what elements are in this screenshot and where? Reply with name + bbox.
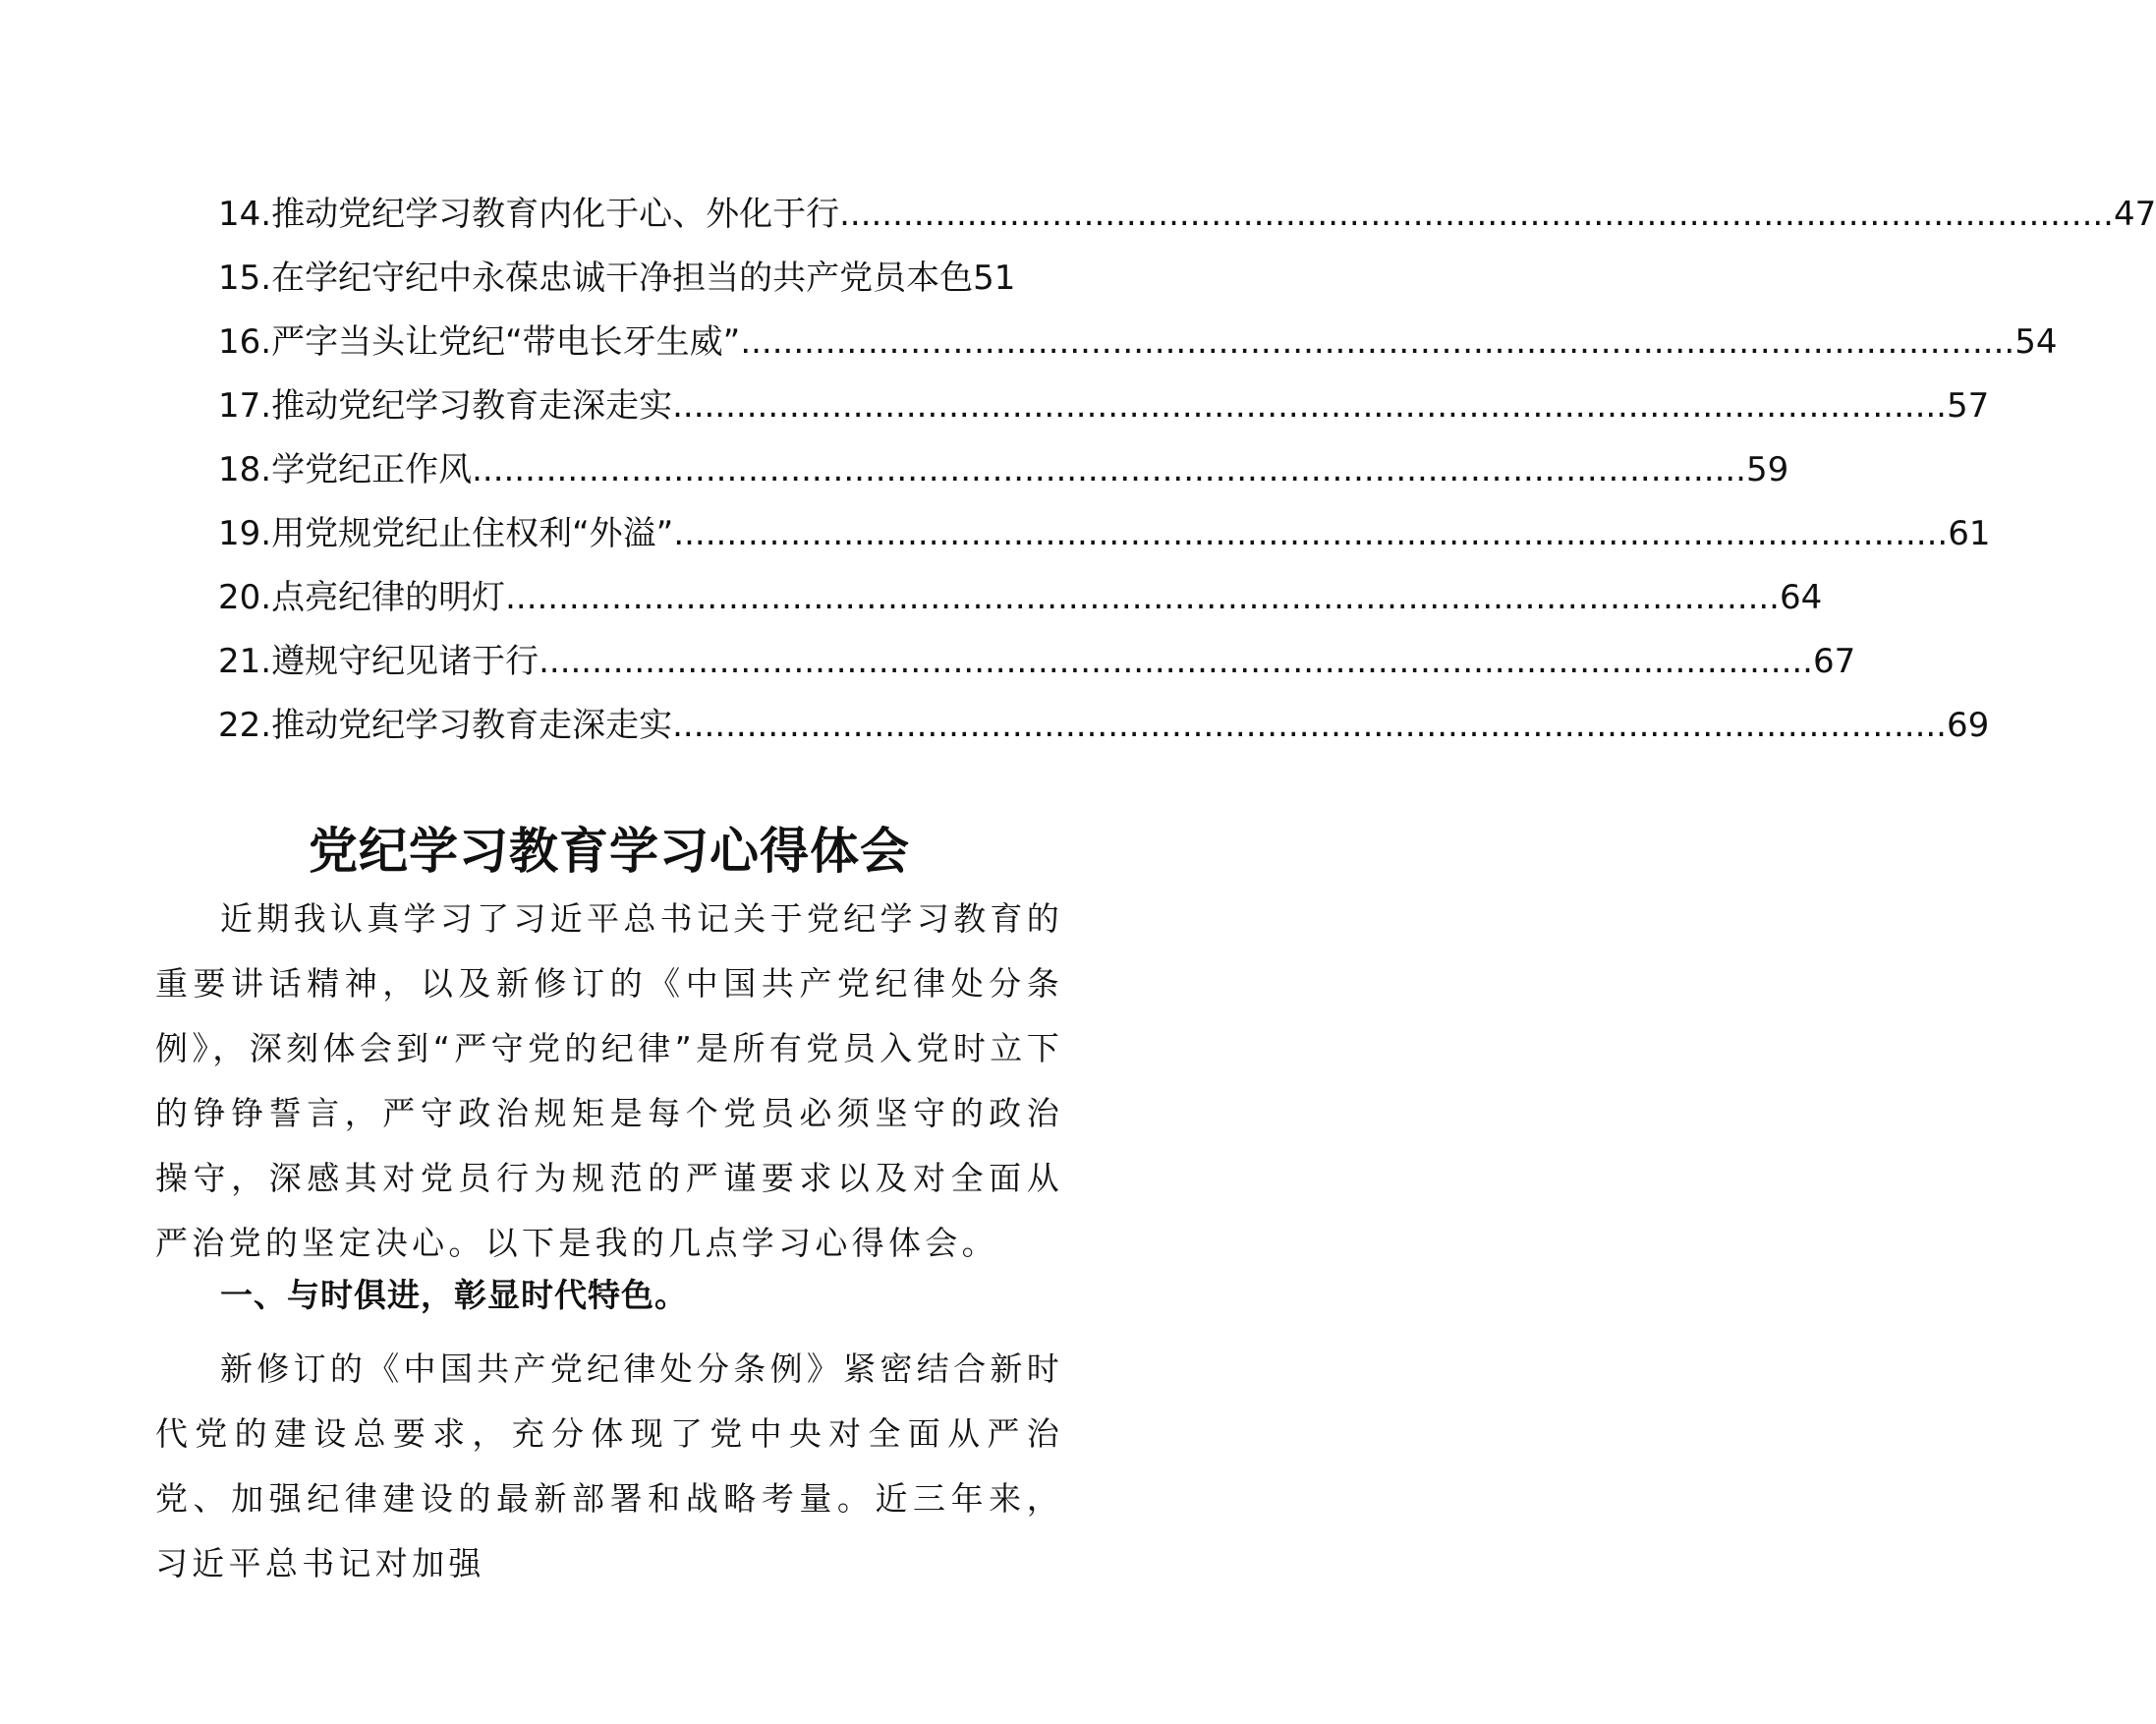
section-heading: 一、与时俱进，彰显时代特色。	[220, 1276, 688, 1314]
toc-entry[interactable]	[218, 506, 1991, 570]
toc-leader-dots: ........................................................................................................................	[505, 578, 1780, 617]
toc-entry-page: 54	[2014, 322, 2058, 362]
toc-entry[interactable]	[218, 634, 1856, 698]
toc-entry-page: 61	[1948, 514, 1991, 553]
toc-entry[interactable]	[218, 378, 1990, 442]
toc-entry-title: 18.学党纪正作风	[218, 450, 473, 489]
toc-leader-dots: ........................................................................................................................	[472, 450, 1746, 489]
table-of-contents	[218, 187, 2156, 762]
toc-entry-page: 51	[973, 259, 1016, 298]
toc-entry-title: 17.推动党纪学习教育走深走实	[218, 386, 673, 426]
toc-entry-page: 59	[1746, 450, 1789, 489]
toc-entry[interactable]	[218, 315, 2058, 378]
toc-entry-title: 21.遵规守纪见诸于行	[218, 642, 539, 681]
toc-leader-dots: ........................................................................................................................	[672, 706, 1947, 745]
toc-entry-title: 14.推动党纪学习教育内化于心、外化于行	[218, 195, 840, 234]
toc-entry[interactable]	[218, 698, 1990, 762]
toc-entry-title: 16.严字当头让党纪“带电长牙生威”	[218, 322, 741, 362]
toc-entry[interactable]	[218, 570, 1823, 634]
toc-entry-page: 64	[1780, 578, 1823, 617]
toc-entry-title: 19.用党规党纪止住权利“外溢”	[218, 514, 674, 553]
toc-leader-dots: ........................................................................................................................	[673, 514, 1949, 553]
toc-leader-dots: ........................................................................................................................	[839, 195, 2114, 234]
toc-entry-page: 69	[1947, 706, 1990, 745]
toc-entry-page: 47	[2114, 195, 2156, 234]
toc-entry-title: 22.推动党纪学习教育走深走实	[218, 706, 673, 745]
toc-entry[interactable]	[218, 442, 1789, 506]
toc-entry-page: 57	[1947, 386, 1990, 426]
toc-leader-dots: ........................................................................................................................	[539, 642, 1813, 681]
toc-leader-dots: ........................................................................................................................	[740, 322, 2015, 362]
essay-title: 党纪学习教育学习心得体会	[309, 822, 910, 880]
toc-entry[interactable]	[218, 251, 1016, 315]
toc-entry-title: 15.在学纪守纪中永葆忠诚干净担当的共产党员本色	[218, 259, 974, 298]
essay-paragraph: 近期我认真学习了习近平总书记关于党纪学习教育的重要讲话精神，以及新修订的《中国共产党纪律处分条例》，深刻体会到“严守党的纪律”是所有党员入党时立下的铮铮誓言，严守政治规矩是每个党员必须坚守的政治操守，深感其对党员行为规范的严谨要求以及对全面从严治党的坚定决心。以下是我的几点学习心得体会。	[155, 899, 1063, 1262]
toc-leader-dots: ........................................................................................................................	[672, 386, 1947, 426]
toc-entry-page: 67	[1813, 642, 1856, 681]
essay-paragraph: 新修订的《中国共产党纪律处分条例》紧密结合新时代党的建设总要求，充分体现了党中央对全面从严治党、加强纪律建设的最新部署和战略考量。近三年来，习近平总书记对加强	[155, 1350, 1063, 1582]
toc-entry[interactable]	[218, 187, 2156, 251]
toc-entry-title: 20.点亮纪律的明灯	[218, 578, 506, 617]
